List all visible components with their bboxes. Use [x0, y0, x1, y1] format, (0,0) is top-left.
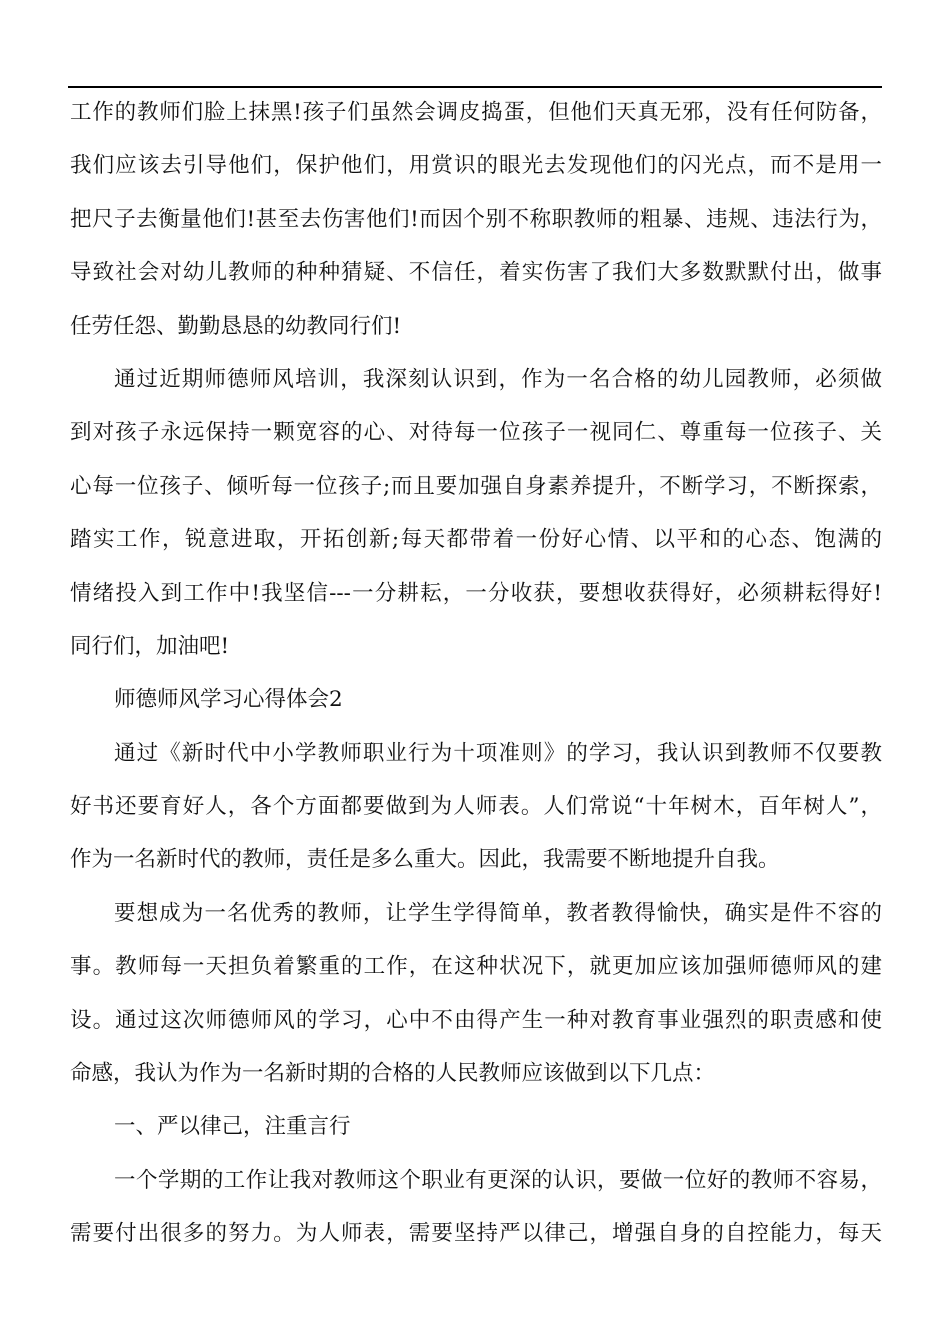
text-line: 通过《新时代中小学教师职业行为十项准则》的学习，我认识到教师不仅要教: [114, 740, 882, 766]
text-line: 把尺子去衡量他们!甚至去伤害他们!而因个别不称职教师的粗暴、违规、违法行为，: [70, 206, 882, 232]
text-line: 作为一名新时代的教师，责任是多么重大。因此，我需要不断地提升自我。: [70, 847, 780, 873]
text-line: 工作的教师们脸上抹黑!孩子们虽然会调皮捣蛋，但他们天真无邪，没有任何防备，: [70, 100, 882, 125]
text-line: 设。通过这次师德师风的学习，心中不由得产生一种对教育事业强烈的职责感和使: [70, 1007, 882, 1033]
text-line: 任劳任怨、勤勤恳恳的幼教同行们!: [70, 313, 402, 339]
text-line: 需要付出很多的努力。为人师表，需要坚持严以律己，增强自身的自控能力，每天: [70, 1221, 882, 1247]
text-line: 情绪投入到工作中!我坚信---一分耕耘，一分收获，要想收获得好，必须耕耘得好!: [70, 580, 882, 606]
text-line: 到对孩子永远保持一颗宽容的心、对待每一位孩子一视同仁、尊重每一位孩子、关: [70, 420, 882, 446]
header-rule: [68, 86, 882, 88]
text-line: 踏实工作，锐意进取，开拓创新;每天都带着一份好心情、以平和的心态、饱满的: [70, 527, 882, 553]
text-line: 事。教师每一天担负着繁重的工作，在这种状况下，就更加应该加强师德师风的建: [70, 954, 882, 980]
text-line: 心每一位孩子、倾听每一位孩子;而且要加强自身素养提升，不断学习，不断探索，: [70, 473, 882, 499]
text-line: 导致社会对幼儿教师的种种猜疑、不信任，着实伤害了我们大多数默默付出，做事: [70, 260, 882, 286]
text-line: 一、严以律己，注重言行: [114, 1114, 351, 1140]
text-line: 同行们，加油吧!: [70, 633, 230, 659]
text-line: 师德师风学习心得体会2: [114, 687, 343, 713]
text-line: 要想成为一名优秀的教师，让学生学得简单，教者教得愉快，确实是件不容的: [114, 900, 882, 926]
text-line: 命感，我认为作为一名新时期的合格的人民教师应该做到以下几点：: [70, 1061, 716, 1087]
text-line: 我们应该去引导他们，保护他们，用赏识的眼光去发现他们的闪光点，而不是用一: [70, 153, 882, 179]
text-line: 一个学期的工作让我对教师这个职业有更深的认识，要做一位好的教师不容易，: [114, 1167, 882, 1193]
document-body: [70, 96, 882, 1271]
text-line: 通过近期师德师风培训，我深刻认识到，作为一名合格的幼儿园教师，必须做: [114, 366, 882, 392]
text-line: 好书还要育好人，各个方面都要做到为人师表。人们常说“十年树木，百年树人”，: [70, 794, 882, 820]
